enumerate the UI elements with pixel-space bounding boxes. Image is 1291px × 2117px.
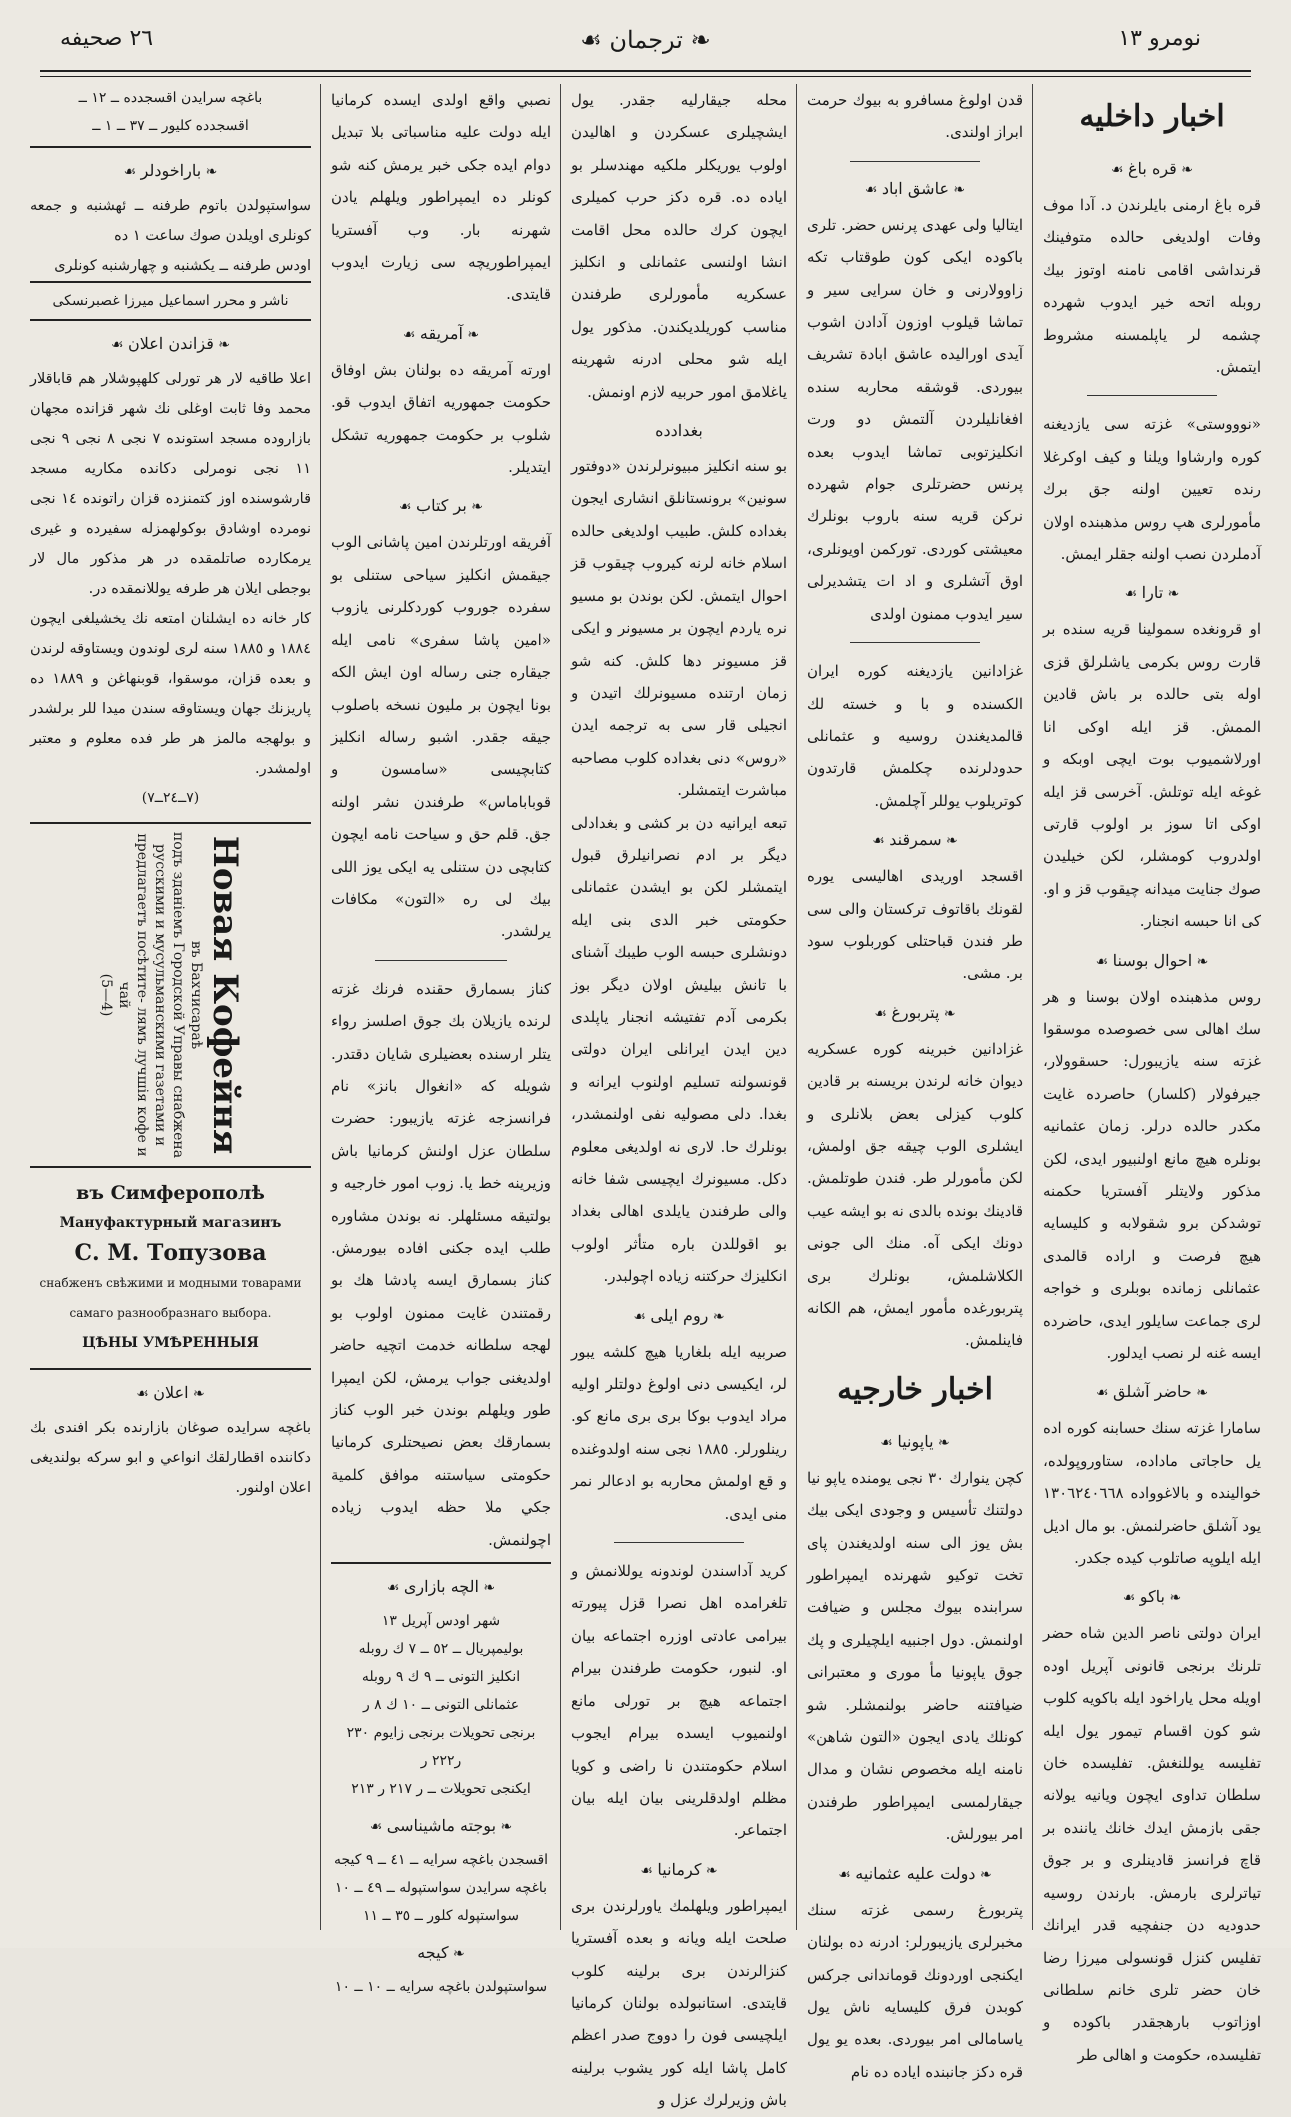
shop-prices: ЦѢНЫ УМѢРЕННЫЯ bbox=[82, 1335, 259, 1351]
section-title: ❧ باکو ☙ bbox=[1122, 1587, 1182, 1607]
column-separator bbox=[560, 84, 561, 1930]
article-text: آفریقه اورتلرندن امين پاشانی الوب جیقمش انکلیز سیاحی ستنلی بو سفرده جوروب کوردکلرنی یازوب «امین پاشا سفری» نامی ایله جیقاره جنی رساله اون ایش الکه بونا ایچون بر ملیون نسخه باصلوب جیقه جقدر. اشبو رساله انکلیز کتابچیسی «سامسون و قوباباماس» طرفندن نشر اولنه جق. قلم حق و سیاحت نامه ایچون کتابچی دن ستنلی یه ایکی یوز اللی بيك لی ره «التون» مکافات یرلشدر. bbox=[331, 533, 551, 941]
section-title: ❧ پتربورغ ☙ bbox=[874, 1002, 956, 1022]
article-text: ایتالیا ولی عهدی پرنس حضر. تلری باکوده ایکی کون طوقتاب تکه زاوولارنی و خان سرایی سیر و تماشا قيلوب اوزون آدادن اشوب آیدی اورالیده عاشق ابادة تشریف بیوردی. قوشقه محاربه سنده افغانلیلردن آلتمش دو ورت انکلیزتوبی تماشا ایدوب بعده پرنس حضرتلری جوام شهرده نركن قريه سنه باروب بونلرك معیشتی کوردی. تورکمن اویونلری، اوق آتشلری و اد ات یتشدیرلی سیر ایدوب ممنون اولدی bbox=[807, 215, 1023, 623]
ship-title: ❧ باراخودلر ☙ bbox=[123, 161, 218, 180]
market-row: بولیمپریال ــ ٥٢ ــ ٧ ك روبله bbox=[358, 1641, 524, 1658]
column-separator bbox=[1032, 84, 1033, 1930]
post-title: ❧ بوجته ماشیناسی ☙ bbox=[369, 1816, 513, 1836]
notice-title: ❧ قزاندن اعلان ☙ bbox=[110, 334, 231, 353]
foreign-news-heading: اخبار خارجيه bbox=[837, 1371, 993, 1407]
coffeehouse-ad bbox=[30, 822, 311, 1168]
ad-ref: (5—4) bbox=[97, 973, 114, 1017]
header-rule-thin bbox=[40, 76, 1251, 77]
article-text: نصبي واقع اولدی ایسده کرمانیا ايله دولت عليه مناسباتی بلا تبدیل دوام ایده جکی خبر یرمش کنه شو کونلر ده ایمپراطور ویلهلم یادن شهرنه بار. وب آفستریا ایمپراطوریچه سی زیارت ایدوب قایتدی. bbox=[331, 91, 551, 304]
shop-owner: С. М. Топузова bbox=[74, 1240, 267, 1266]
section-title: ❧ تارا ☙ bbox=[1124, 583, 1180, 603]
divider bbox=[850, 161, 980, 162]
article-text: روس مذهبنده اولان بوسنا و هر سك اهالی سی خصوصده موسقوا غزته سنه یازیبورل: حسقوولار، جيرفولار (کلسار) حاصرده غایت مکدر حالده درلر. زمان عثمانیه بونلره هیچ مانع اولنبیور ایدی، لکن مذکور ولایتلر آفستریا حکمنه توشدکن برو شقولابه و کلیسایه هیچ فرصت و اراده قالمدی عثمانلی زمانده بوبلری و خواجه لری جماعت سایلور ایدی، حاضرده ایسه غنه لر نصب ایدلور. bbox=[1043, 987, 1261, 1362]
ship-text: اودس طرفنه ــ یکشنبه و چهارشنبه کونلری bbox=[54, 258, 311, 274]
article-text: ایران دولتی ناصر الدین شاه حضر تلرنك برنجی قانونی آپریل اوده اویله محل یاراخود ایله باکویه کلوب شو کون اقسام تیمور یول ایله تفلیسه یوللنغش. تفلیسده خان سلطان تداوی ایچون ویانیه یولانه جقی بازمش ایدك خانك یاننده بر قاچ فرانسز قادینلری و بر جوق تیاترلری بارمش. بارندن روسیه حدودیه دن جنفچیه قدر ایرانك تفلیس كنزل قونسولی ميرزا رضا خان حضر تلری خانم سلطانی اوزاتوب بارهجقدر باکوده و تفلیسده، حکومت و اهالی طر bbox=[1043, 1624, 1261, 2064]
divider bbox=[331, 1562, 551, 1564]
column-separator bbox=[796, 84, 797, 1930]
article-text: سامارا غزته سنك حسابنه کوره اده یل حاجاتی ماداده، ستاوروپولده، خوالینده و بالاغوواده ١٣٠٦٢٤٠٦٦٨ یود آشلق حاضرلنمش. بو مال ادیل ایله ایلوپه صاتلوب کیده جکدر. bbox=[1043, 1419, 1261, 1568]
shop-text: снабженъ свѣжими и модными товарами самаго разнообразнаго выбора. bbox=[39, 1276, 302, 1320]
section-title: ❧ عاشق اباد ☙ bbox=[864, 178, 966, 198]
column-1 bbox=[1043, 84, 1261, 2064]
section-title: بغدادده bbox=[655, 421, 703, 441]
divider bbox=[30, 146, 311, 148]
section-title: ❧ کرمانیا ☙ bbox=[640, 1859, 718, 1879]
ad-place: въ Бахчисараѣ bbox=[187, 940, 204, 1050]
article-text: بو سنه انکلیز مبیونرلرندن «دوفتور سونین» برونستانلق انشاری ایجون بغداده کلش. طبیب اولدیغی حالده اسلام خانه لرنه کیروب چیقوب قز احوال ایتمش. لکن بوندن بو مسیو نره یاردم ایچون بر مسیونر و ایکی قز مسیونر دها کلش. کنه شو زمان ارتنده مسیونرلك اتیدن و انجیلی قار سی به ترجمه ایدن «روس» دنی بغداده کلوب مصاحبه مباشرت ایتمشلر. bbox=[571, 457, 787, 800]
divider bbox=[1087, 395, 1218, 396]
column-4 bbox=[331, 84, 551, 1996]
article-text: کچن ینوارك ٣٠ نجی یومنده یاپو نیا دولتنك تأسیس و وجودی ایکی بيك بش يوز الی سنه اولدیغندن پای تخت توکیو شهرنده ایمپراطور سرابنده بيوك مجلس و ضيافت اولنمش. دول اجنبیه ایلچیلری و پك جوق یاپونیا مأ موری و معتبرانی ضیافتنه حاضر بولنمشلر. شو کونلك يادی ايجون «التون شاهن» نامنه ایله مخصوص نشان و مدال جیقارلمسی ایمپراطور طرفندن امر بیورلش. bbox=[807, 1468, 1023, 1844]
article-text: اورته آمریقه ده بولنان بش اوفاق حکومت جمهوریه اتفاق ایدوب قو. شلوب بر حکومت جمهوریه تشکل ایتدیلر. bbox=[331, 360, 551, 477]
market-row: انکلیز التونی ــ ٩ ك ٩ روبله bbox=[361, 1669, 521, 1686]
section-title: ❧ آمریقه ☙ bbox=[402, 323, 480, 343]
section-title: ❧ دولت علیه عثمانيه ☙ bbox=[838, 1863, 992, 1883]
section-title: ❧ سمرقند ☙ bbox=[872, 830, 958, 850]
section-title: ❧ حاضر آشلق ☙ bbox=[1096, 1382, 1208, 1402]
shop-type: Мануфактурный магазинъ bbox=[59, 1215, 282, 1231]
section-title: ❧ یاپونیا ☙ bbox=[880, 1431, 950, 1451]
adv-text: باغچه سرایده صوغان بازارنده بكر افندى بك دكاننده اقطارلقك انواعي و ابو سركه بولندیغی اعلان اولنور. bbox=[30, 1420, 311, 1496]
market-date: شهر اودس آپریل ١٣ bbox=[381, 1613, 501, 1630]
section-title: ❧ قره باغ ☙ bbox=[1110, 159, 1194, 178]
article-text: صربیه ایله بلغاریا هیچ کلشه یبور لر، ایکیسی دنی اولوغ دولتلر اولیه مراد ایدوب بوکا بری بری مانع کو. رینلورلر. ١٨٨٥ نجی سنه اولدوغنده و قع اولمش محاربه بو ادعالر نمر منی ایدی. bbox=[571, 1342, 787, 1523]
section-title: ❧ احوال بوسنا ☙ bbox=[1095, 950, 1209, 970]
market-row: برنجی تحویلات برنجی زایوم ٢٣٠ ر٢٢٢ ر bbox=[346, 1725, 536, 1770]
column-2 bbox=[807, 84, 1023, 2081]
title-text: ترجمان bbox=[609, 26, 683, 54]
article-text: غزادانين یازدیغنه کوره ایران الکسنده و با و خسته لك قالمدیغندن روسيه و عثمانلی حدودلرنده چکلمش قارتدون کوتریلوب یوللر آچلمش. bbox=[807, 662, 1023, 810]
article-text: غزادانين خبرینه کوره عسکریه ديوان خانه لرندن بریسنه بر قادین کلوب کیزلی بعض بلانلری و ایشلری الوب چیقه جق اولمش، لکن مأمورلر طر. فندن طوتلمش. قادینك بونده بالدی نه بو ایشه عیب دونك ایکی آه. منك الی جونی الکلاشلمش، بونلرك بری پتربورغده مأمور ایمش، هم الکانه فاینلمش. bbox=[807, 1039, 1023, 1350]
article-text: قدن اولوغ مسافرو به بیوك حرمت ابراز اولندی. bbox=[807, 91, 1023, 142]
article-text: محله جیقارلیه جقدر. یول ایشچیلری عسکردن و اهالیدن اولوب یوریکلر ملکیه مهندسلر بو ایاده ده. قره دکز حرب کمیلری ایچون كرك حالده محل اقامت انشا اولنسی عثمانلی و انکلیز عسکریه مأمورلری طرفندن مناسب کوریلدیکندن. مذکور یول ایله شو محلی ادرنه شهرینه یاغلامق امور حربیه لازم اونمش. bbox=[571, 91, 787, 401]
header-rule bbox=[40, 70, 1251, 72]
notice-text: کار خانه ده ایشلنان امتعه نك یخشیلغی ایچون ١٨٨٤ و ١٨٨٥ سنه لری لوندون ويستاوقه لرندن و بعده قزان، موسقوا، قوبنهاغن و ١٨٨٩ ده پاریزنك جهان ويستاوقه سندن میدا للر برلشدر و بولهجه مالمز هر طر فده معلوم و معتبر اولمشدر. bbox=[30, 611, 311, 777]
publisher-box bbox=[30, 281, 311, 321]
article-text: ایمپراطور ویلهلمك یاورلرندن بری صلحت ایله ویانه و بعده آفستریا کنزالرندن بری برلینه کلوب قایتدی. استانبولده بولنان کرمانیا ایلچیسی فون را دووج صدر اعظم کامل پاشا ايله كور یشوب برلینه باش وزیرلرك عزل و bbox=[571, 1896, 787, 2110]
section-title: ❧ روم ایلی ☙ bbox=[633, 1305, 725, 1325]
section-title: ❧ بر کتاب ☙ bbox=[399, 496, 483, 516]
column-3 bbox=[571, 84, 787, 2110]
shop-city: въ Симферополѣ bbox=[76, 1182, 265, 1204]
article-text: قره باغ ارمنی بایلرندن د. آدا موف وفات اولدیغی حالده متوفينك قرنداشی اقامی نامنه اوتوز بيك روبله اتحه خیر ایدوب شهرده چشمه لر یاپلمسنه مشروط ایتمش. bbox=[1043, 196, 1261, 377]
ad-title: Новая Кофейня bbox=[204, 835, 245, 1155]
masthead bbox=[40, 22, 1251, 70]
coffeehouse-ad-text bbox=[97, 830, 245, 1160]
columns bbox=[30, 84, 1261, 2110]
article-text: تبعه ایرانیه دن بر کشی و بغدادلی دیگر بر ادم نصرانیلرق قبول ایتمشلر لکن بو ایشدن عثمانلی حکومتی خبر الدی بنی ايله دونشلری حبسه الوب طیبك آشنای با تانش بیلیش اولان دیگر بوز بکرمی آدم تفتیشه انجنار یاپلدی دین ایدن ایرانلی ایران دولتی قونسولنه تسليم اولنوب ایرانه و بغدا. دلی مصولیه نفی اولنمشدر، بونلرك حا. لاری نه اولدیغی معلوم دکل. مسیونرك ایچیسی شفا خانه والی طرفندن یایلدی اهالی بغداد بو اقوللدن باره متأثر اولوب انکلیزك حرکتنه زیاده اچولبدر. bbox=[571, 813, 787, 1286]
ad-text: подъ зданіемъ Городской Управы снабжена русскими и мусульманскими газетами и предлагаетъ посѣтите- лямъ лучшія кофе и чай bbox=[115, 831, 186, 1159]
post-row: باغچه سرایدن سواستپوله ــ ٤٩ ــ ١٠ bbox=[334, 1880, 548, 1897]
divider bbox=[614, 1542, 744, 1543]
post-row: اقسجدن باغچه سرایه ــ ٤١ ــ ٩ كیجه bbox=[333, 1852, 549, 1869]
market-row: عثمانلی التونی ــ ١٠ ك ٨ ر bbox=[362, 1697, 520, 1714]
post-row: سواستپوله کلور ــ ٣٥ ــ ١١ bbox=[362, 1908, 520, 1925]
adv-title: ❧ اعلان ☙ bbox=[136, 1383, 205, 1402]
shop-ad bbox=[30, 1168, 311, 1370]
column-5-ads bbox=[30, 84, 311, 1930]
notice-text: اعلا طاقیه لار هر تورلی کلهپوشلار هم قاباقلار محمد وفا ثابت اوغلی نك شهر قزانده مجهان بازاروده مسجد استونده ٧ نجی ٨ نجی ٩ نجی ١١ نجی نومرلی دکانده مکاریه مسجد قارشوسنده اوز کتمنزده قزان راتونده ١٤ نجی نومرده اوشادق بوکولهمزله سفیرده و غیری یرمکارده صاتلمقده در هر مذکور مال لار بوجطی ايلان هر طرفه یوللانمقده در. bbox=[30, 371, 312, 597]
divider bbox=[850, 642, 980, 643]
article-text: کرید آداسندن لوندونه یوللانمش و تلغرامده اهل نصرا قزل پیورته بیرامی عادتی اوزره اجتماعه بیان او. لنبور، حکومت طرفندن بیرام اجتماعه هیچ بر تورلی مانع اولنمیوب ایسده بیرام ایجوب اسلام حکومتندن نا راضی و كويا مظلم اولدقلرینی بیان ایله بیان اجتماعر. bbox=[571, 1562, 787, 1840]
page-number: ٢٦ صحيفه bbox=[60, 26, 154, 51]
post-row: سواستپولدن باغچه سرایه ــ ١٠ ــ ١٠ bbox=[334, 1979, 548, 1996]
article-text: اقسجد اوریدی اهالیسی يوره لقونك باقاتوف تركستان والی سی طر فندن قباحتلی کوربلوب سود بر. مشى. bbox=[807, 867, 1023, 983]
issue-number: نومرو ١٣ bbox=[1118, 26, 1201, 51]
newspaper-title: ❧ ترجمان ☙ bbox=[580, 26, 711, 54]
train-row: اقسجدده کلیور ــ ٣٧ ــ ١ ــ bbox=[92, 118, 249, 134]
post-subtitle: ❧ كیجه bbox=[417, 1943, 465, 1963]
article-text: کناز بسمارق حقنده فرنك غزته لرنده یازیلان بك جوق اصلسز رواء یتلر ارسنده بعضیلری شایان دقتدر. شویله که «انغوال بانز» نام فرانسزجه غزته یازیبور: حضرت سلطان عزل اولنش کرمانیا باش وزیرینه خط يا. زوب امور خارجیه و بولتیقه مسئلهلر. نه بوندن مشاوره طلب ايده جکنی افاده بیورمش. کناز بسمارق ايسه پادشا هك بو رقمتندن غایت ممنون اولوب بو لهجه سلطانه خدمت اتچیه حاضر اولدیغنی جواب یرمش، لکن ایمپرا طور ويلهلم بوندن خبر الوب كناز بسمارقك بعض نصیحتلری کرمانیا حکومتی سیاستنه موافق كلمية جكي ملا حظه ایدوب زیاده اچولنمش. bbox=[331, 979, 551, 1549]
article-text: «نوووستی» غزته سی یازدیغنه کوره وارشاوا ویلنا و کیف اوکرغلا رنده تعيين اولنه جق برك مأمورلری هپ روس مذهبنده اولان آدملردن نصب اولنه جقلر ایمش. bbox=[1043, 415, 1261, 564]
market-row: ایکنجی تحویلات ــ ر ٢١٧ ر ٢١٣ bbox=[351, 1781, 531, 1798]
publisher: ناشر و محرر اسماعیل میرزا غصبرنسکی bbox=[52, 293, 289, 309]
notice-ref: (٧ــ٢٤ــ٧) bbox=[141, 790, 200, 806]
market-title: ❧ الچه بازاری ☙ bbox=[386, 1577, 496, 1597]
divider bbox=[375, 960, 507, 961]
article-text: او قرونغده سمولینا قریه سنده بر قارت روس بکرمی یاشلرلق قزی اوله بتی حالده بر باش قادین الممش. قز ایله اوکی انا اورلاشمیوب بوت ایچی اوبکه و غوغه ایله توتلش. آخرسی قز ایله اوکی اتا سوز بر اولوب قارتی اولدروب کومشلر، لکن خیلیدن صوك جنايت میدانه چیقوب قز و او. کی انا حبسه انجنار. bbox=[1043, 620, 1261, 931]
domestic-news-heading: اخبار داخليه bbox=[1079, 99, 1225, 134]
train-row: باغچه سرایدن اقسجدده ــ ١٢ ــ bbox=[78, 90, 263, 106]
ship-text: سواستپولدن باتوم طرفنه ــ ئهشنبه و جمعه کونلری اویلدن صوك ساعت ١ ده bbox=[30, 198, 311, 244]
column-separator bbox=[320, 84, 321, 1930]
article-text: پتربورغ رسمی غزته سنك مخبرلری یازیبورلر: ادرنه ده بولنان ایکنجی اوردونك قوماندانی جرکس کوبدن فرق کلیسایه ناش یول یاسامالی امر بیوردی. بعده یو یول قره دکز جانبنده ایاده ده نام bbox=[807, 1900, 1023, 2081]
